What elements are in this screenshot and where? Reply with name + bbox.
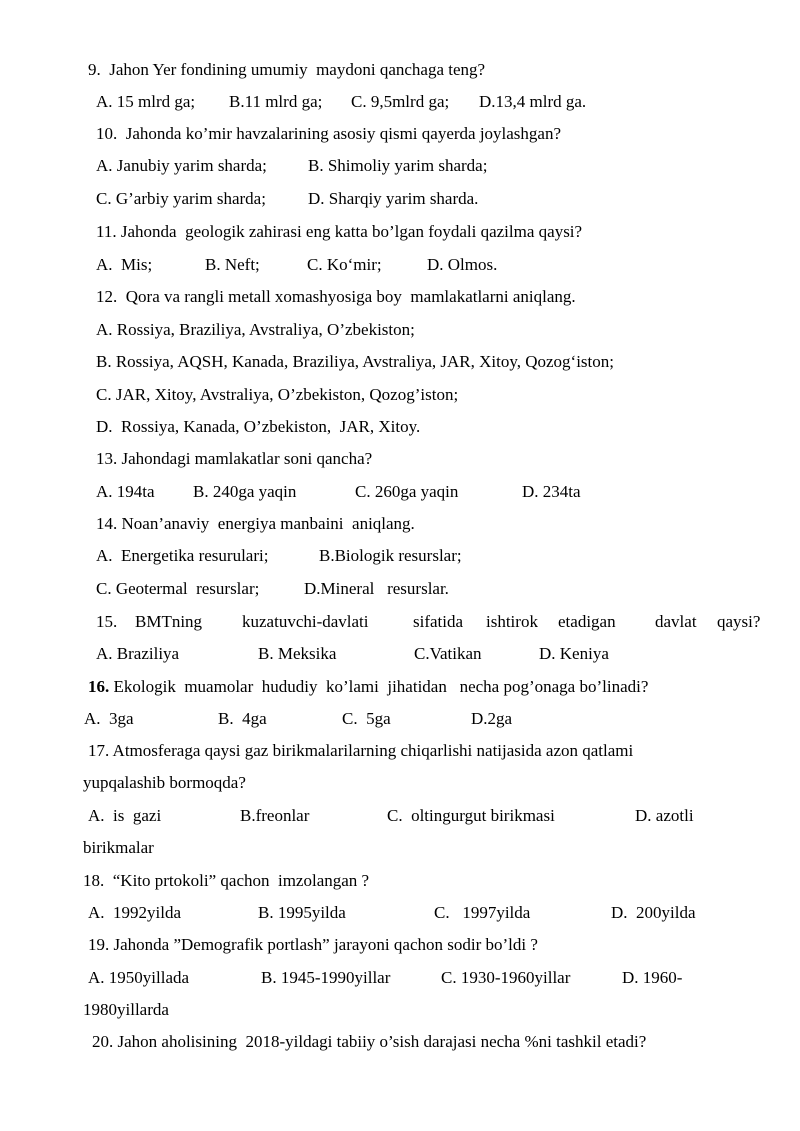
- option-d: D. Olmos.: [427, 255, 498, 274]
- question-15-word: ishtirok: [486, 612, 538, 631]
- option-d: D. Rossiya, Kanada, O’zbekiston, JAR, Xitoy.: [96, 417, 421, 436]
- option-c: C. 1930-1960yillar: [441, 968, 571, 987]
- option-b: B. Neft;: [205, 255, 260, 274]
- question-10: 10. Jahonda ko’mir havzalarining asosiy qismi qayerda joylashgan?: [96, 124, 562, 143]
- option-d: D.2ga: [471, 709, 513, 728]
- option-d-continuation: 1980yillarda: [83, 1000, 169, 1019]
- option-b: B. 4ga: [218, 709, 267, 728]
- option-c: C. 1997yilda: [434, 903, 531, 922]
- option-a: A. Janubiy yarim sharda;: [96, 156, 267, 175]
- question-16-text: Ekologik muamolar hududiy ko’lami jihatidan necha pog’onaga bo’linadi?: [109, 677, 649, 696]
- option-d: D. azotli: [635, 806, 694, 825]
- option-a: A. Braziliya: [96, 644, 180, 663]
- option-c: C. Ko‘mir;: [307, 255, 382, 274]
- option-d-continuation: birikmalar: [83, 838, 154, 857]
- option-d: D. 1960-: [622, 968, 683, 987]
- option-d: D.Mineral resurslar.: [304, 579, 449, 598]
- question-15-word: qaysi?: [717, 612, 761, 631]
- question-14-options-1: [0, 546, 800, 566]
- option-c: C. G’arbiy yarim sharda;: [96, 189, 266, 208]
- question-15-word: 15.: [96, 612, 118, 631]
- question-20: 20. Jahon aholisining 2018-yildagi tabiiy o’sish darajasi necha %ni tashkil etadi?: [92, 1032, 647, 1051]
- question-19-options: [0, 968, 800, 988]
- question-16: [88, 677, 648, 697]
- question-15-options: [0, 644, 800, 664]
- question-11-options: [0, 255, 800, 275]
- question-15-word: kuzatuvchi-davlati: [242, 612, 369, 631]
- question-10-options-1: [0, 156, 800, 176]
- option-d: D. 200yilda: [611, 903, 696, 922]
- option-b: B.freonlar: [240, 806, 310, 825]
- option-b: B. 240ga yaqin: [193, 482, 297, 501]
- question-15-word: etadigan: [558, 612, 616, 631]
- question-16-options: [0, 709, 800, 729]
- question-9: 9. Jahon Yer fondining umumiy maydoni qanchaga teng?: [88, 60, 486, 79]
- option-a: A. 3ga: [84, 709, 134, 728]
- question-12: 12. Qora va rangli metall xomashyosiga boy mamlakatlarni aniqlang.: [96, 287, 576, 306]
- option-b: B. 1995yilda: [258, 903, 346, 922]
- option-c: C. 5ga: [342, 709, 391, 728]
- option-a: A. Mis;: [96, 255, 153, 274]
- option-c: C. JAR, Xitoy, Avstraliya, O’zbekiston, Qozog’iston;: [96, 385, 459, 404]
- option-a: A. Rossiya, Braziliya, Avstraliya, O’zbekiston;: [96, 320, 415, 339]
- question-13-options: [0, 482, 800, 502]
- question-15-word: davlat: [655, 612, 697, 631]
- option-c: C. Geotermal resurslar;: [96, 579, 260, 598]
- question-13: 13. Jahondagi mamlakatlar soni qancha?: [96, 449, 373, 468]
- option-a: A. 1950yillada: [88, 968, 190, 987]
- question-17-line-1: 17. Atmosferaga qaysi gaz birikmalarilarning chiqarlishi natijasida azon qatlami: [88, 741, 634, 760]
- question-19: 19. Jahonda ”Demografik portlash” jarayoni qachon sodir bo’ldi ?: [88, 935, 538, 954]
- option-b: B. Meksika: [258, 644, 337, 663]
- option-b: B.11 mlrd ga;: [229, 92, 323, 111]
- option-a: A. Energetika resurulari;: [96, 546, 269, 565]
- option-a: A. is gazi: [88, 806, 162, 825]
- option-d: D. Keniya: [539, 644, 609, 663]
- question-15-word: BMTning: [135, 612, 203, 631]
- option-d: D. 234ta: [522, 482, 581, 501]
- question-18: 18. “Kito prtokoli” qachon imzolangan ?: [83, 871, 370, 890]
- option-c: C. 9,5mlrd ga;: [351, 92, 450, 111]
- question-15-word: sifatida: [413, 612, 464, 631]
- question-16-number: 16.: [88, 677, 110, 696]
- question-11: 11. Jahonda geologik zahirasi eng katta bo’lgan foydali qazilma qaysi?: [96, 222, 583, 241]
- question-9-options: [0, 92, 800, 112]
- option-c: C. 260ga yaqin: [355, 482, 459, 501]
- question-15: [0, 612, 800, 632]
- question-14: 14. Noan’anaviy energiya manbaini aniqlang.: [96, 514, 415, 533]
- option-b: B. 1945-1990yillar: [261, 968, 391, 987]
- question-18-options: [0, 903, 800, 923]
- option-a: A. 1992yilda: [88, 903, 182, 922]
- question-17-line-2: yupqalashib bormoqda?: [83, 773, 246, 792]
- option-c: C. oltingurgut birikmasi: [387, 806, 555, 825]
- question-10-options-2: [0, 189, 800, 209]
- option-b: B. Shimoliy yarim sharda;: [308, 156, 488, 175]
- option-a: A. 15 mlrd ga;: [96, 92, 196, 111]
- option-b: B. Rossiya, AQSH, Kanada, Braziliya, Avstraliya, JAR, Xitoy, Qozog‘iston;: [96, 352, 614, 371]
- option-b: B.Biologik resurslar;: [319, 546, 462, 565]
- option-c: C.Vatikan: [414, 644, 482, 663]
- option-a: A. 194ta: [96, 482, 155, 501]
- option-d: D.13,4 mlrd ga.: [479, 92, 587, 111]
- option-d: D. Sharqiy yarim sharda.: [308, 189, 479, 208]
- question-17-options: [0, 806, 800, 826]
- question-14-options-2: [0, 579, 800, 599]
